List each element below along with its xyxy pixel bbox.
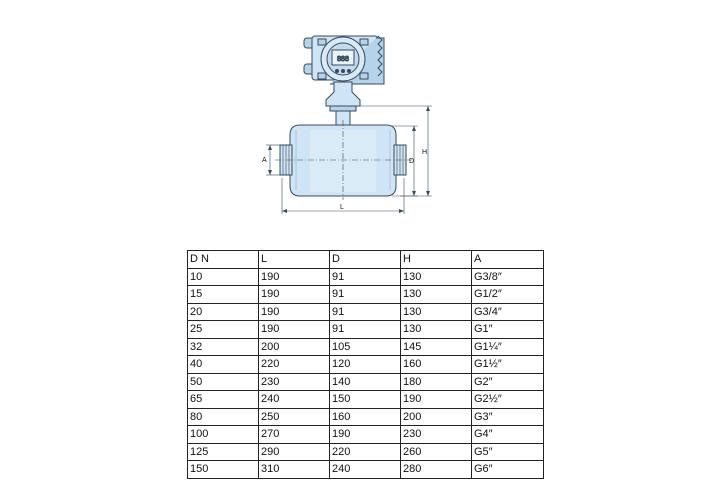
dim-label-l: L	[340, 204, 344, 211]
cell-d: 240	[330, 461, 401, 479]
table-row	[188, 268, 544, 286]
dim-label-d: D	[409, 158, 415, 165]
table-row	[188, 286, 544, 304]
cell-dn: 150	[188, 461, 259, 479]
cell-l: 240	[259, 391, 330, 409]
cell-l: 310	[259, 461, 330, 479]
table-row	[188, 391, 544, 409]
cell-h: 130	[401, 321, 472, 339]
cell-a: G6″	[472, 461, 544, 479]
header-cell-l: L	[259, 251, 330, 269]
header-cell-a: A	[472, 251, 544, 269]
header-cell-h: H	[401, 251, 472, 269]
cell-dn: 25	[188, 321, 259, 339]
pipe-body	[275, 120, 415, 200]
dim-label-h: H	[422, 149, 428, 156]
table-row	[188, 373, 544, 391]
cell-h: 130	[401, 303, 472, 321]
cell-l: 270	[259, 426, 330, 444]
cell-l: 220	[259, 356, 330, 374]
cell-dn: 10	[188, 268, 259, 286]
cell-h: 200	[401, 408, 472, 426]
table-row	[188, 426, 544, 444]
cell-h: 145	[401, 338, 472, 356]
cell-l: 190	[259, 321, 330, 339]
cell-h: 280	[401, 461, 472, 479]
table-row	[188, 443, 544, 461]
cell-a: G3/8″	[472, 268, 544, 286]
cell-a: G1/2″	[472, 286, 544, 304]
cell-a: G4″	[472, 426, 544, 444]
cell-d: 91	[330, 303, 401, 321]
table-row	[188, 408, 544, 426]
cell-h: 260	[401, 443, 472, 461]
cell-a: G2″	[472, 373, 544, 391]
cell-a: G3″	[472, 408, 544, 426]
cell-dn: 20	[188, 303, 259, 321]
cell-h: 180	[401, 373, 472, 391]
cell-dn: 100	[188, 426, 259, 444]
cell-dn: 40	[188, 356, 259, 374]
cell-a: G2½″	[472, 391, 544, 409]
header-cell-d: D	[330, 251, 401, 269]
cell-l: 230	[259, 373, 330, 391]
cell-dn: 50	[188, 373, 259, 391]
cell-d: 190	[330, 426, 401, 444]
cell-d: 140	[330, 373, 401, 391]
transmitter-head	[304, 36, 384, 125]
cell-l: 190	[259, 303, 330, 321]
cell-h: 130	[401, 268, 472, 286]
cell-d: 91	[330, 268, 401, 286]
cell-a: G1¼″	[472, 338, 544, 356]
cell-dn: 65	[188, 391, 259, 409]
cell-a: G3/4″	[472, 303, 544, 321]
cell-a: G1½″	[472, 356, 544, 374]
cell-d: 91	[330, 286, 401, 304]
cell-h: 230	[401, 426, 472, 444]
table-row	[188, 356, 544, 374]
display-digits: 888	[337, 56, 349, 63]
cell-dn: 32	[188, 338, 259, 356]
cell-l: 250	[259, 408, 330, 426]
cell-d: 120	[330, 356, 401, 374]
dimension-table	[187, 250, 544, 479]
cell-d: 150	[330, 391, 401, 409]
cell-dn: 15	[188, 286, 259, 304]
cell-l: 200	[259, 338, 330, 356]
cell-d: 220	[330, 443, 401, 461]
table-row	[188, 321, 544, 339]
table-header-row	[188, 251, 544, 269]
cell-a: G1″	[472, 321, 544, 339]
cell-h: 130	[401, 286, 472, 304]
table-row	[188, 461, 544, 479]
cell-dn: 80	[188, 408, 259, 426]
cell-l: 290	[259, 443, 330, 461]
table-row	[188, 338, 544, 356]
flowmeter-drawing	[0, 0, 722, 240]
cell-a: G5″	[472, 443, 544, 461]
cell-dn: 125	[188, 443, 259, 461]
dim-label-a: A	[262, 157, 267, 164]
header-cell-dn: D N	[188, 251, 259, 269]
cell-l: 190	[259, 286, 330, 304]
cell-h: 160	[401, 356, 472, 374]
cell-h: 190	[401, 391, 472, 409]
cell-d: 105	[330, 338, 401, 356]
table-row	[188, 303, 544, 321]
cell-l: 190	[259, 268, 330, 286]
cell-d: 91	[330, 321, 401, 339]
table-body	[188, 251, 544, 479]
cell-d: 160	[330, 408, 401, 426]
